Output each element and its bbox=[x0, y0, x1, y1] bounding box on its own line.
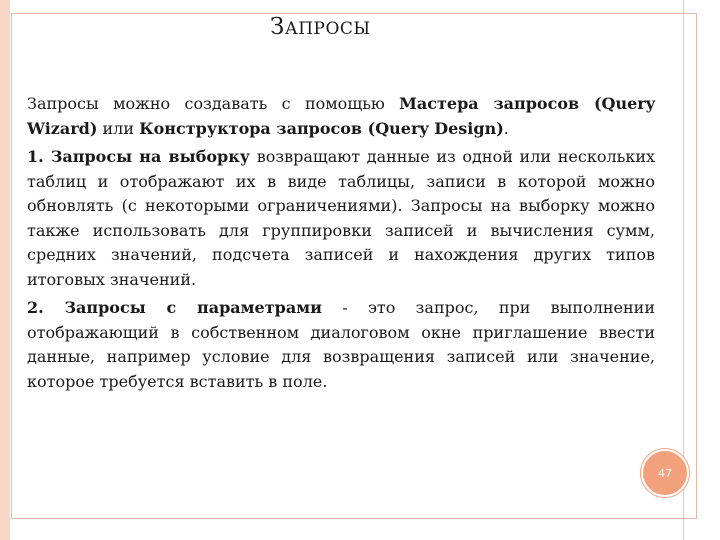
left-decor-stripe bbox=[0, 0, 10, 540]
intro-text-middle: или bbox=[97, 118, 140, 138]
parameter-queries-heading: 2. Запросы с параметрами bbox=[27, 298, 322, 317]
intro-paragraph bbox=[27, 92, 655, 141]
select-queries-text: возвращают данные из одной или нескольких таблиц и отображают их в виде таблицы, записи в которой можно обновлять (с некоторыми ограничениями). Запросы на выборку можно также использовать для группировки записей и вычисления сумм, средних значений, подсчета записей и нахождения других типов итоговых значений. bbox=[27, 147, 656, 289]
intro-bold-design: Конструктора запросов (Query Design) bbox=[139, 118, 504, 138]
slide-body bbox=[27, 92, 655, 398]
title-initial: З bbox=[270, 14, 285, 40]
intro-text-before: Запросы можно создавать с помощью bbox=[27, 94, 400, 113]
select-queries-paragraph bbox=[27, 145, 655, 292]
intro-bold-wizard: Мастера запросов (Query Wizard) bbox=[27, 94, 655, 138]
slide-title bbox=[270, 14, 450, 40]
title-rest: АПРОСЫ bbox=[284, 19, 371, 39]
parameter-queries-text: - это запрос, при выполнении отображающий в собственном диалоговом окне приглашение ввести данные, например условие для возвращения записей или значение, которое требуется вставить в поле. bbox=[27, 298, 656, 391]
page-number-badge bbox=[641, 449, 689, 497]
page-number: 47 bbox=[658, 466, 672, 480]
intro-text-after: . bbox=[503, 118, 509, 138]
parameter-queries-paragraph bbox=[27, 296, 655, 394]
select-queries-heading: 1. Запросы на выборку bbox=[27, 147, 251, 166]
